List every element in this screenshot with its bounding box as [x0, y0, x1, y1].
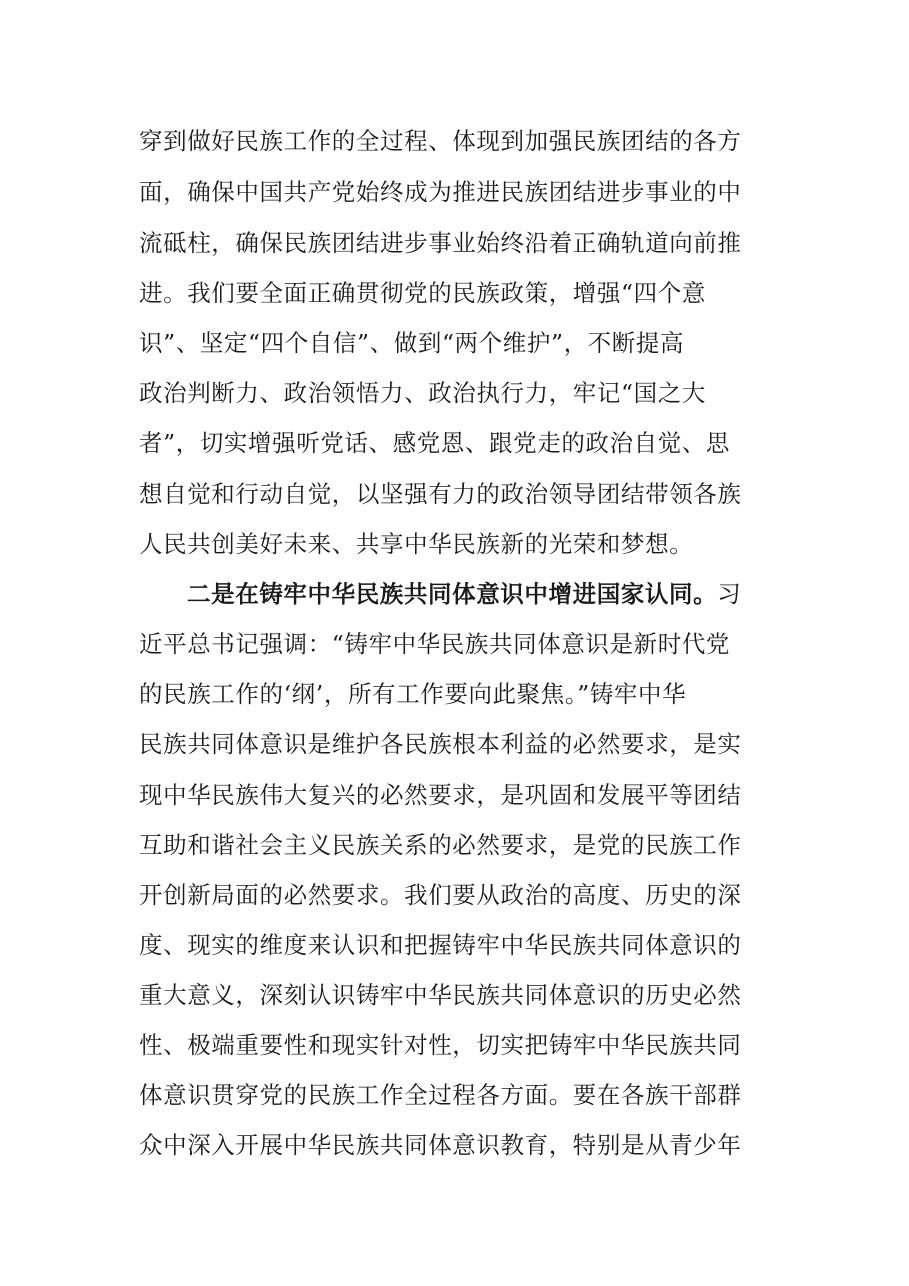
paragraph-line: 度、现实的维度来认识和把握铸牢中华民族共同体意识的 — [139, 931, 742, 959]
section-heading: 二是在铸牢中华民族共同体意识中增进国家认同。 — [187, 580, 718, 608]
section-first-line — [187, 574, 751, 614]
paragraph-line: 进。我们要全面正确贯彻党的民族政策，增强“四个意 — [139, 279, 706, 307]
paragraph-line: 民族共同体意识是维护各民族根本利益的必然要求，是实 — [139, 730, 742, 758]
paragraph-line: 体意识贯穿党的民族工作全过程各方面。要在各族干部群 — [139, 1081, 742, 1109]
paragraph-line: 现中华民族伟大复兴的必然要求，是巩固和发展平等团结 — [139, 781, 742, 809]
paragraph-line: 重大意义，深刻认识铸牢中华民族共同体意识的历史必然 — [139, 981, 742, 1009]
paragraph-line: 互助和谐社会主义民族关系的必然要求，是党的民族工作 — [139, 831, 742, 859]
paragraph-line: 识”、坚定“四个自信”、做到“两个维护”，不断提高 — [139, 329, 685, 357]
section-first-line-tail: 习 — [717, 580, 742, 608]
paragraph-line: 想自觉和行动自觉，以坚强有力的政治领导团结带领各族 — [139, 480, 742, 508]
paragraph-line: 流砥柱，确保民族团结进步事业始终沿着正确轨道向前推 — [139, 229, 742, 257]
paragraph-line: 开创新局面的必然要求。我们要从政治的高度、历史的深 — [139, 881, 742, 909]
paragraph-line: 众中深入开展中华民族共同体意识教育，特别是从青少年 — [139, 1131, 742, 1159]
paragraph-line: 的民族工作的‘纲’，所有工作要向此聚焦。”铸牢中华 — [139, 680, 687, 708]
paragraph-line: 人民共创美好未来、共享中华民族新的光荣和梦想。 — [139, 530, 694, 558]
paragraph-line: 近平总书记强调：“铸牢中华民族共同体意识是新时代党 — [139, 630, 731, 658]
paragraph-line: 面，确保中国共产党始终成为推进民族团结进步事业的中 — [139, 178, 742, 206]
paragraph-line: 性、极端重要性和现实针对性，切实把铸牢中华民族共同 — [139, 1031, 742, 1059]
paragraph-line: 者”，切实增强听党话、感党恩、跟党走的政治自觉、思 — [139, 429, 731, 457]
paragraph-line: 穿到做好民族工作的全过程、体现到加强民族团结的各方 — [139, 127, 742, 155]
paragraph-line: 政治判断力、政治领悟力、政治执行力，牢记“国之大 — [139, 379, 706, 407]
